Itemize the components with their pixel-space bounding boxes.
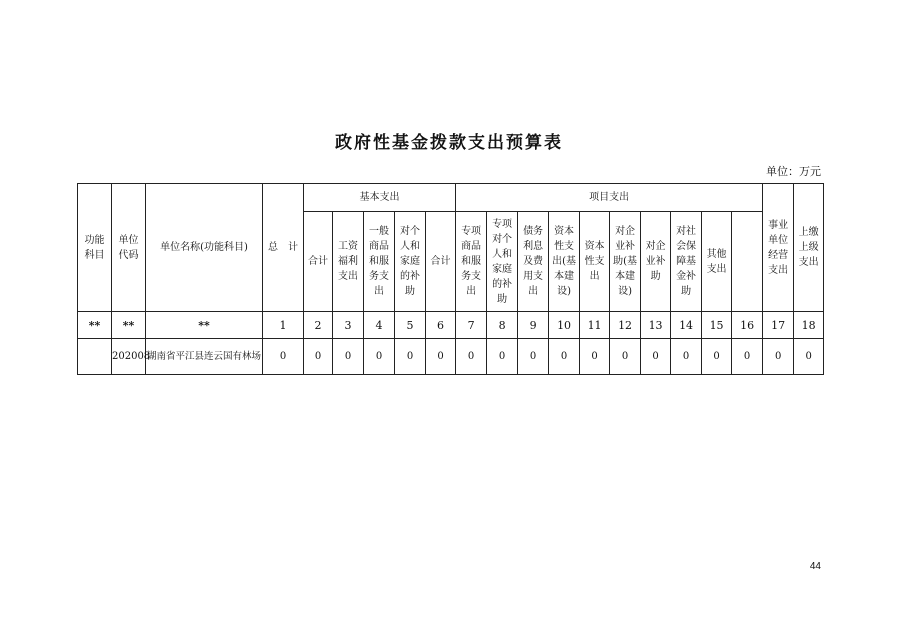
number-cell: 9 [518, 312, 549, 339]
number-cell: 12 [610, 312, 641, 339]
page-number: 44 [809, 561, 821, 572]
data-cell: 0 [549, 339, 580, 375]
data-cell-unit-code: 202008 [112, 339, 146, 375]
number-cell: 5 [395, 312, 426, 339]
header-func-code: 功能科目 [78, 184, 112, 312]
number-cell: 17 [763, 312, 794, 339]
number-cell: 14 [671, 312, 702, 339]
data-cell: 0 [794, 339, 824, 375]
data-cell: 0 [732, 339, 763, 375]
number-cell: 18 [794, 312, 824, 339]
number-row [78, 312, 824, 339]
data-cell: 0 [456, 339, 487, 375]
header-capital-basic: 资本性支出(基本建设) [549, 212, 580, 312]
header-debt: 债务利息及费用支出 [518, 212, 549, 312]
data-cell: 0 [426, 339, 456, 375]
number-cell: 13 [641, 312, 671, 339]
header-proj-goods: 专项商品和服务支出 [456, 212, 487, 312]
data-cell: 0 [364, 339, 395, 375]
header-capital: 资本性支出 [580, 212, 610, 312]
number-cell: ** [146, 312, 263, 339]
header-total: 总 计 [263, 184, 304, 312]
number-cell: ** [112, 312, 146, 339]
number-cell: 8 [487, 312, 518, 339]
data-cell: 0 [763, 339, 794, 375]
table-row [78, 339, 824, 375]
header-proj-sum: 合计 [426, 212, 456, 312]
data-cell: 0 [333, 339, 364, 375]
header-personal: 对个人和家庭的补助 [395, 212, 426, 312]
data-cell-unit-name: 湖南省平江县连云国有林场 [146, 339, 263, 375]
unit-label: 单位：万元 [766, 165, 821, 178]
header-basic-group: 基本支出 [304, 184, 456, 212]
data-cell: 0 [518, 339, 549, 375]
number-cell: 4 [364, 312, 395, 339]
page-title: 政府性基金拨款支出预算表 [335, 133, 563, 153]
header-upper: 上缴上级支出 [794, 184, 824, 312]
number-cell: 10 [549, 312, 580, 339]
number-cell: 16 [732, 312, 763, 339]
header-other: 其他支出 [702, 212, 732, 312]
data-cell: 0 [702, 339, 732, 375]
data-cell: 0 [395, 339, 426, 375]
header-unit-name: 单位名称(功能科目) [146, 184, 263, 312]
number-cell: 15 [702, 312, 732, 339]
data-cell: 0 [487, 339, 518, 375]
data-cell [78, 339, 112, 375]
budget-table [77, 183, 824, 375]
data-cell: 0 [304, 339, 333, 375]
data-cell: 0 [580, 339, 610, 375]
header-social: 对社会保障基金补助 [671, 212, 702, 312]
number-cell: ** [78, 312, 112, 339]
header-goods: 一般商品和服务支出 [364, 212, 395, 312]
header-basic-sum: 合计 [304, 212, 333, 312]
header-ent: 对企业补助 [641, 212, 671, 312]
number-cell: 11 [580, 312, 610, 339]
number-cell: 3 [333, 312, 364, 339]
number-cell: 7 [456, 312, 487, 339]
header-unit-code: 单位代码 [112, 184, 146, 312]
header-ent-basic: 对企业补助(基本建设) [610, 212, 641, 312]
number-cell: 6 [426, 312, 456, 339]
header-business: 事业单位经营支出 [763, 184, 794, 312]
data-cell: 0 [610, 339, 641, 375]
header-wage: 工资福利支出 [333, 212, 364, 312]
header-row-1 [78, 184, 824, 212]
number-cell: 2 [304, 312, 333, 339]
header-proj-personal: 专项对个人和家庭的补助 [487, 212, 518, 312]
data-cell: 0 [671, 339, 702, 375]
data-cell: 0 [641, 339, 671, 375]
data-cell: 0 [263, 339, 304, 375]
number-cell: 1 [263, 312, 304, 339]
header-project-group: 项目支出 [456, 184, 763, 212]
